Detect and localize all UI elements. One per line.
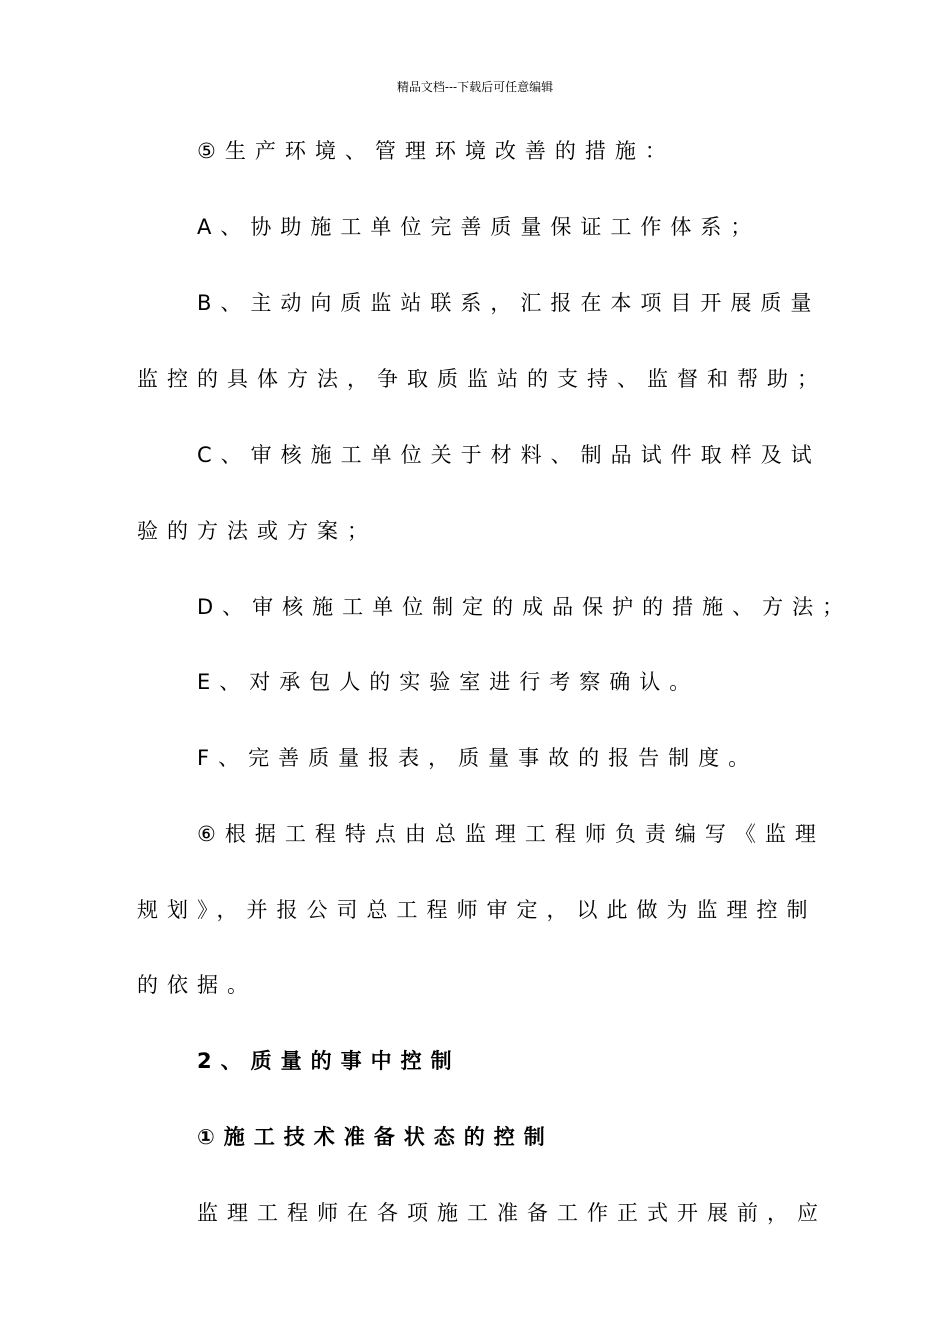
- paragraph-line: F、完善质量报表，质量事故的报告制度。: [197, 746, 759, 770]
- section-heading: 2、质量的事中控制: [197, 1049, 461, 1073]
- paragraph-line: 的依据。: [137, 973, 257, 997]
- paragraph-line: ⑥根据工程特点由总监理工程师负责编写《监理: [197, 822, 825, 846]
- subsection-heading: ①施工技术准备状态的控制: [197, 1125, 554, 1149]
- paragraph-line: E、对承包人的实验室进行考察确认。: [197, 670, 700, 694]
- paragraph-line: 规划》，并报公司总工程师审定，以此做为监理控制: [137, 898, 817, 922]
- paragraph-line: 监控的具体方法，争取质监站的支持、监督和帮助；: [137, 367, 827, 391]
- paragraph-line: 监理工程师在各项施工准备工作正式开展前，应: [197, 1201, 827, 1225]
- paragraph-line: B、主动向质监站联系，汇报在本项目开展质量: [197, 291, 821, 315]
- paragraph-line: D、审核施工单位制定的成品保护的措施、方法；: [197, 595, 853, 619]
- page-header: 精品文档---下载后可任意编辑: [396, 80, 554, 94]
- paragraph-line: C、审核施工单位关于材料、制品试件取样及试: [197, 443, 821, 467]
- paragraph-line: ⑤生产环境、管理环境改善的措施：: [197, 139, 675, 163]
- paragraph-line: 验的方法或方案；: [137, 519, 377, 543]
- paragraph-line: A、协助施工单位完善质量保证工作体系；: [197, 215, 761, 239]
